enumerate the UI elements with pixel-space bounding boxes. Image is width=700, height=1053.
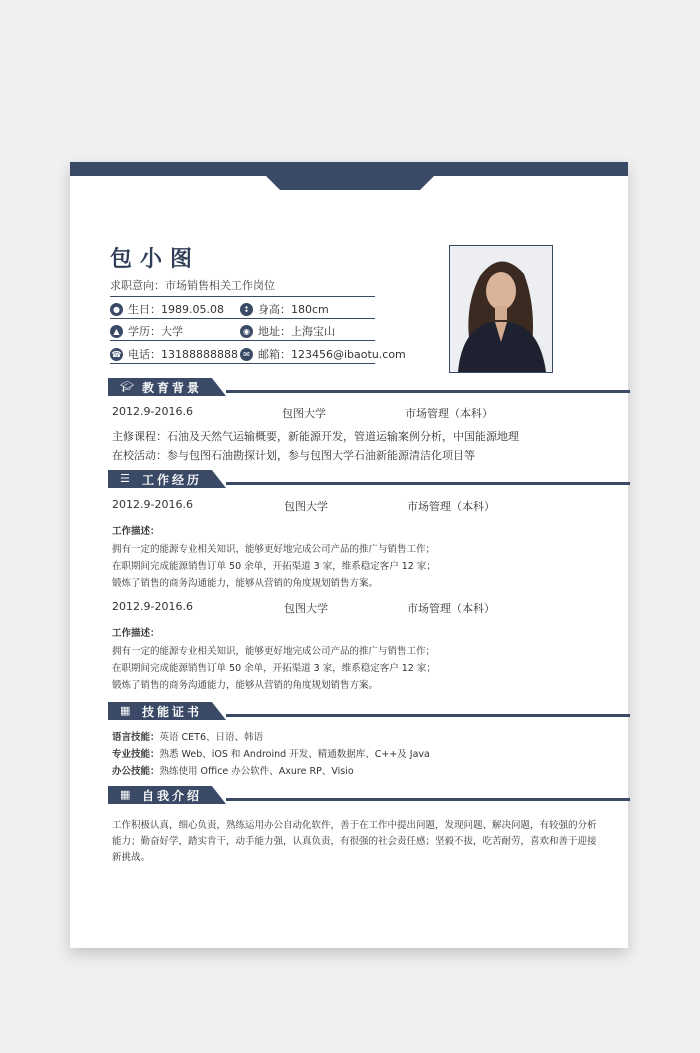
work-section-header [108, 470, 630, 488]
phone-info [110, 346, 238, 362]
resume-page [70, 162, 628, 948]
skill-value: 熟练使用 Office 办公软件、Axure RP、Visio [159, 766, 354, 777]
grid-icon: ▦ [120, 704, 131, 717]
graduation-cap-icon: ▲ [110, 325, 123, 338]
work-desc-title: 工作描述： [112, 628, 160, 639]
section-line [226, 798, 630, 801]
work-desc-line: 在职期间完成能源销售订单 50 余单，开拓渠道 3 家，维系稳定客户 12 家； [112, 561, 436, 572]
period: 2012.9-2016.6 [112, 498, 193, 511]
job-objective: 求职意向：市场销售相关工作岗位 [110, 279, 275, 292]
work-desc-line: 锻炼了销售的商务沟通能力，能够从营销的角度规划销售方案。 [112, 680, 379, 691]
section-title: 工作经历 [142, 473, 203, 487]
phone-text: 电话：13188888888 [128, 348, 238, 361]
height-info [240, 301, 329, 317]
education-info [110, 323, 183, 339]
section-line [226, 482, 630, 485]
period: 2012.9-2016.6 [112, 600, 193, 613]
major: 市场管理（本科） [405, 407, 493, 420]
list-icon: ☰ [120, 472, 130, 485]
section-title: 技能证书 [142, 705, 203, 719]
divider [110, 363, 375, 364]
address-info [240, 323, 335, 339]
birth-info [110, 301, 224, 317]
divider [110, 296, 375, 297]
company: 包图大学 [284, 500, 328, 513]
courses: 主修课程：石油及天然气运输概要，新能源开发，管道运输案例分析，中国能源地理 [112, 430, 519, 443]
height-icon: ↕ [240, 303, 253, 316]
email-text: 邮箱：123456@ibaotu.com [258, 348, 406, 361]
skill-label: 语言技能： [112, 732, 160, 743]
work-desc-title: 工作描述： [112, 526, 160, 537]
address-text: 地址：上海宝山 [258, 325, 335, 338]
work-desc-line: 拥有一定的能源专业相关知识，能够更好地完成公司产品的推广与销售工作； [112, 646, 436, 657]
profile-photo [449, 245, 553, 373]
birth-text: 生日：1989.05.08 [128, 303, 224, 316]
graduation-cap-icon: 🎓︎ [120, 380, 134, 393]
top-bar [70, 162, 628, 176]
section-title: 自我介绍 [142, 789, 203, 803]
activities: 在校活动：参与包图石油勘探计划，参与包图大学石油新能源清洁化项目等 [112, 449, 475, 462]
section-title: 教育背景 [142, 381, 203, 395]
education-text: 学历：大学 [128, 325, 183, 338]
mail-icon: ✉ [240, 348, 253, 361]
education-section-header [108, 378, 630, 396]
phone-icon: ☎ [111, 349, 122, 359]
skill-value: 英语 CET6、日语、韩语 [159, 732, 264, 743]
language-skills [112, 729, 263, 743]
height-text: 身高：180cm [258, 303, 329, 316]
section-line [226, 390, 630, 393]
skill-label: 专业技能： [112, 749, 160, 760]
work-desc-line: 在职期间完成能源销售订单 50 余单，开拓渠道 3 家，维系稳定客户 12 家； [112, 663, 436, 674]
school: 包图大学 [282, 407, 326, 420]
office-skills [112, 763, 354, 777]
top-notch [266, 176, 434, 190]
divider [110, 340, 375, 341]
email-info [240, 346, 406, 362]
person-icon: ● [110, 303, 123, 316]
skill-label: 办公技能： [112, 766, 160, 777]
period: 2012.9-2016.6 [112, 405, 193, 418]
about-text: 工作积极认真，细心负责，熟练运用办公自动化软件，善于在工作中提出问题，发现问题、解决问题，有较强的分析能力；勤奋好学，踏实肯干，动手能力强，认真负责，有很强的社会责任感；坚毅不拔，吃苦耐劳，喜欢和善于迎接新挑战。 [112, 820, 597, 863]
candidate-name: 包小图 [110, 247, 201, 272]
work-desc-line: 锻炼了销售的商务沟通能力，能够从营销的角度规划销售方案。 [112, 578, 379, 589]
professional-skills [112, 746, 430, 760]
skills-section-header [108, 702, 630, 720]
location-pin-icon: ◉ [240, 325, 253, 338]
skill-value: 熟悉 Web、iOS 和 Androind 开发、精通数据库、C++及 Java [159, 749, 430, 760]
company: 包图大学 [284, 602, 328, 615]
grid-icon: ▦ [120, 788, 131, 801]
work-desc-line: 拥有一定的能源专业相关知识，能够更好地完成公司产品的推广与销售工作； [112, 544, 436, 555]
role: 市场管理（本科） [407, 602, 495, 615]
role: 市场管理（本科） [407, 500, 495, 513]
about-section-header [108, 786, 630, 804]
section-line [226, 714, 630, 717]
divider [110, 318, 375, 319]
